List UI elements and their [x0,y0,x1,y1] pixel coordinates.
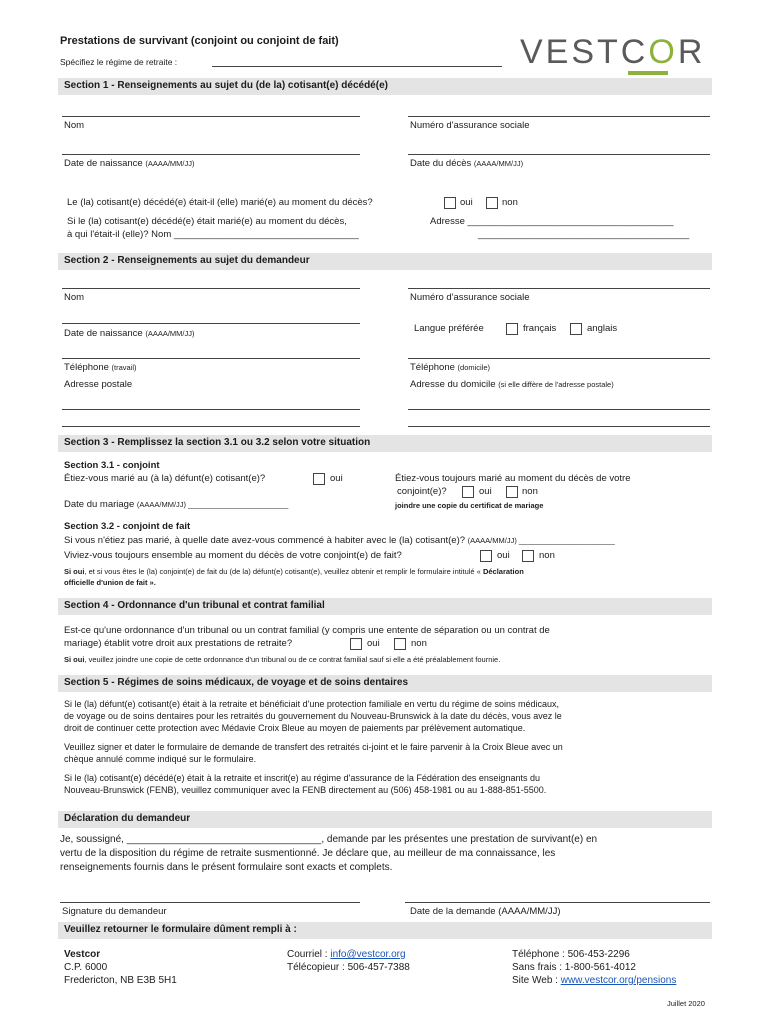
s2-adresse-postale-line-1[interactable] [62,409,360,410]
s1-oui-checkbox[interactable] [444,197,456,209]
s31-2-non-label: non [522,486,538,497]
s2-adresse-domicile-label: Adresse du domicile (si elle diffère de l'adresse postale) [410,379,614,390]
section-4-header: Section 4 - Ordonnance d'un tribunal et contrat familial [58,598,712,615]
footer-fax: Télécopieur : 506-457-7388 [287,962,410,973]
date-demande-label: Date de la demande (AAAA/MM/JJ) [410,906,561,917]
s2-dob-label: Date de naissance (AAAA/MM/JJ) [64,328,195,339]
s1-non-checkbox[interactable] [486,197,498,209]
s32-oui-checkbox[interactable] [480,550,492,562]
s2-adresse-domicile-line-1[interactable] [408,409,710,410]
s31-oui-checkbox[interactable] [313,473,325,485]
s31-2-oui-checkbox[interactable] [462,486,474,498]
s2-langue-label: Langue préférée [414,323,484,334]
declaration-line-3: renseignements fournis dans le présent formulaire sont exacts et complets. [60,862,393,873]
anglais-label: anglais [587,323,618,334]
s32-title: Section 3.2 - conjoint de fait [64,521,191,532]
francais-checkbox[interactable] [506,323,518,335]
section-1-header: Section 1 - Renseignements au sujet du (de la) cotisant(e) décédé(e) [58,78,712,95]
plan-label: Spécifiez le régime de retraite : [60,57,178,67]
s1-non-label: non [502,197,518,208]
s1-dod-field[interactable] [408,154,710,155]
s31-2-non-checkbox[interactable] [506,486,518,498]
s31-question-2b: conjoint(e)? [397,486,447,497]
s2-adresse-postale-line-2[interactable] [62,426,360,427]
s2-nas-label: Numéro d'assurance sociale [410,292,530,303]
revision-date: Juillet 2020 [667,999,705,1008]
s5-p2-line-1: Veuillez signer et dater le formulaire de demande de transfert des retraités ci-joint et le faire parvenir à la Croix Bleue avec un [64,742,563,752]
s2-nas-field[interactable] [408,288,710,289]
section-3-header: Section 3 - Remplissez la section 3.1 ou 3.2 selon votre situation [58,435,712,452]
s4-question-2: mariage) établit votre droit aux prestations de retraite? [64,638,293,649]
s4-oui-label: oui [367,638,380,649]
s5-p2-line-2: chèque annulé comme indiqué sur le formulaire. [64,754,257,764]
footer-site: Site Web : www.vestcor.org/pensions [512,975,677,986]
s4-question-1: Est-ce qu'une ordonnance d'un tribunal ou un contrat familial (y compris une entente de séparation ou un contrat de [64,625,550,636]
s5-p1-line-3: droit de continuer cette protection avec Médavie Croix Bleue au moyen de paiements par prélèvement automatique. [64,723,526,733]
s31-question-2: Étiez-vous toujours marié au moment du décès de votre [395,473,631,484]
s1-nom-field[interactable] [62,116,360,117]
francais-label: français [523,323,557,334]
s32-oui-label: oui [497,550,510,561]
s1-adresse[interactable]: Adresse _______________________________________ [430,216,674,227]
s1-dod-label: Date du décès (AAAA/MM/JJ) [410,158,524,169]
s1-dob-label: Date de naissance (AAAA/MM/JJ) [64,158,195,169]
s1-dob-field[interactable] [62,154,360,155]
s32-non-checkbox[interactable] [522,550,534,562]
s2-nom-label: Nom [64,292,85,303]
s4-oui-checkbox[interactable] [350,638,362,650]
s1-spouse-name[interactable]: à qui l'était-il (elle)? Nom ___________________________________ [67,229,359,240]
s1-oui-label: oui [460,197,473,208]
vestcor-logo: VESTCOR [520,33,706,71]
declaration-name-field[interactable]: Je, soussigné, ___________________________________, demande par les présentes une prestation de survivant(e) en [60,834,598,845]
s31-2-oui-label: oui [479,486,492,497]
declaration-header: Déclaration du demandeur [58,811,712,828]
s1-nas-label: Numéro d'assurance sociale [410,120,530,131]
anglais-checkbox[interactable] [570,323,582,335]
section-5-header: Section 5 - Régimes de soins médicaux, de voyage et de soins dentaires [58,675,712,692]
form-title: Prestations de survivant (conjoint ou conjoint de fait) [60,35,339,47]
s2-dob-field[interactable] [62,323,360,324]
footer-org: Vestcor [64,949,101,960]
certificat-note: joindre une copie du certificat de mariage [395,501,544,510]
email-link[interactable]: info@vestcor.org [330,949,406,960]
s1-spouse-q1: Si le (la) cotisant(e) décédé(e) était marié(e) au moment du décès, [67,216,347,227]
plan-field[interactable] [212,66,502,67]
s31-question: Étiez-vous marié au (à la) défunt(e) cotisant(e)? [64,473,266,484]
s5-p3-line-1: Si le (la) cotisant(e) décédé(e) était à la retraite et inscrit(e) au régime d'assurance de la Fédération des enseignants du [64,773,540,783]
declaration-line-2: vertu de la disposition du régime de retraite susmentionné. Je déclare que, au meilleur de ma connaissance, les [60,848,556,859]
s1-nas-field[interactable] [408,116,710,117]
s32-question: Viviez-vous toujours ensemble au moment du décès de votre conjoint(e) de fait? [64,550,402,561]
s4-non-checkbox[interactable] [394,638,406,650]
website-link[interactable]: www.vestcor.org/pensions [560,975,677,986]
footer-sansfrais: Sans frais : 1-800-561-4012 [512,962,636,973]
footer-cp: C.P. 6000 [64,962,108,973]
s2-tel-domicile-label: Téléphone (domicile) [410,362,491,373]
s31-title: Section 3.1 - conjoint [64,460,160,471]
signature-label: Signature du demandeur [62,906,167,917]
s31-oui-label: oui [330,473,343,484]
s5-p1-line-2: de voyage ou de soins dentaires pour les retraités du gouvernement du Nouveau-Brunswick à la date du décès, vous avez le [64,711,562,721]
s5-p3-line-2: Nouveau-Brunswick (FENB), veuillez communiquer avec la FENB directement au (506) 458-1981 ou au 1-888-851-5500. [64,785,547,795]
s32-date-field[interactable]: Si vous n'étiez pas marié, à quelle date avez-vous commencé à habiter avec le (la) cotisant(e)? (AAAA/MM/JJ) _______________________ [64,535,615,546]
footer-tel: Téléphone : 506-453-2296 [512,949,630,960]
s2-tel-travail-field[interactable] [62,358,360,359]
section-2-header: Section 2 - Renseignements au sujet du demandeur [58,253,712,270]
s2-adresse-domicile-line-2[interactable] [408,426,710,427]
s32-non-label: non [539,550,555,561]
date-mariage-field[interactable]: Date du mariage (AAAA/MM/JJ) ________________________ [64,499,289,510]
s2-tel-domicile-field[interactable] [408,358,710,359]
s32-note: Si oui, et si vous êtes le (la) conjoint(e) de fait du (de la) défunt(e) cotisant(e), veuillez obtenir et remplir le formulaire intitulé « Déclaration [64,567,524,576]
s1-married-question: Le (la) cotisant(e) décédé(e) était-il (elle) marié(e) au moment du décès? [67,197,373,208]
s4-note: Si oui, veuillez joindre une copie de cette ordonnance d'un tribunal ou de ce contrat familial sauf si elle a été préalablement fournie. [64,655,501,664]
s2-tel-travail-label: Téléphone (travail) [64,362,137,373]
footer-courriel: Courriel : info@vestcor.org [287,949,406,960]
date-demande-field[interactable] [405,902,710,903]
return-header: Veuillez retourner le formulaire dûment rempli à : [58,922,712,939]
s2-nom-field[interactable] [62,288,360,289]
s1-nom-label: Nom [64,120,85,131]
s2-adresse-postale-label: Adresse postale [64,379,133,390]
logo-accent [628,71,668,75]
signature-field[interactable] [60,902,360,903]
s1-adresse-2[interactable]: ________________________________________ [478,229,690,240]
footer-city: Fredericton, NB E3B 5H1 [64,975,177,986]
s5-p1-line-1: Si le (la) défunt(e) cotisant(e) était à la retraite et bénéficiait d'une protection familiale en vertu du régime de soins médicaux, [64,699,559,709]
s4-non-label: non [411,638,427,649]
s32-note-2: officielle d'union de fait ». [64,578,156,587]
